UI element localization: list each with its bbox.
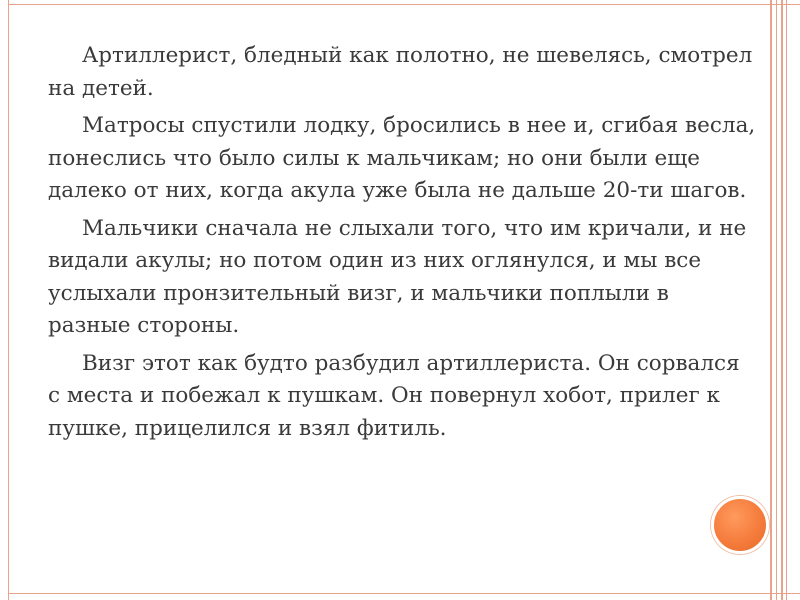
frame-right-line xyxy=(776,0,777,600)
frame-right-line xyxy=(781,0,783,600)
paragraph: Мальчики сначала не слыхали того, что им кричали, и не видали акулы; но потом один из них оглянулся, и мы все услыхали пронзительный визг, и мальчики поплыли в разные стороны. xyxy=(48,215,747,338)
paragraph: Матросы спустили лодку, бросились в нее и, сгибая весла, понеслись что было силы к мальчикам; но они были еще далеко от них, когда акула уже была не дальше 20-ти шагов. xyxy=(48,113,756,203)
paragraph: Визг этот как будто разбудил артиллериста. Он сорвался с места и побежал к пушкам. Он повернул хобот, прилег к пушке, прицелился и взял фитиль. xyxy=(48,350,740,441)
frame-right-line xyxy=(770,0,772,600)
frame-top-line xyxy=(8,4,800,5)
frame-right-line xyxy=(786,0,787,600)
slide-text xyxy=(48,40,758,450)
paragraph: Артиллерист, бледный как полотно, не шевелясь, смотрел на детей. xyxy=(48,43,753,101)
frame-bottom-line xyxy=(8,593,800,594)
decorative-circle-icon xyxy=(711,496,769,554)
frame-left-line xyxy=(8,0,9,600)
